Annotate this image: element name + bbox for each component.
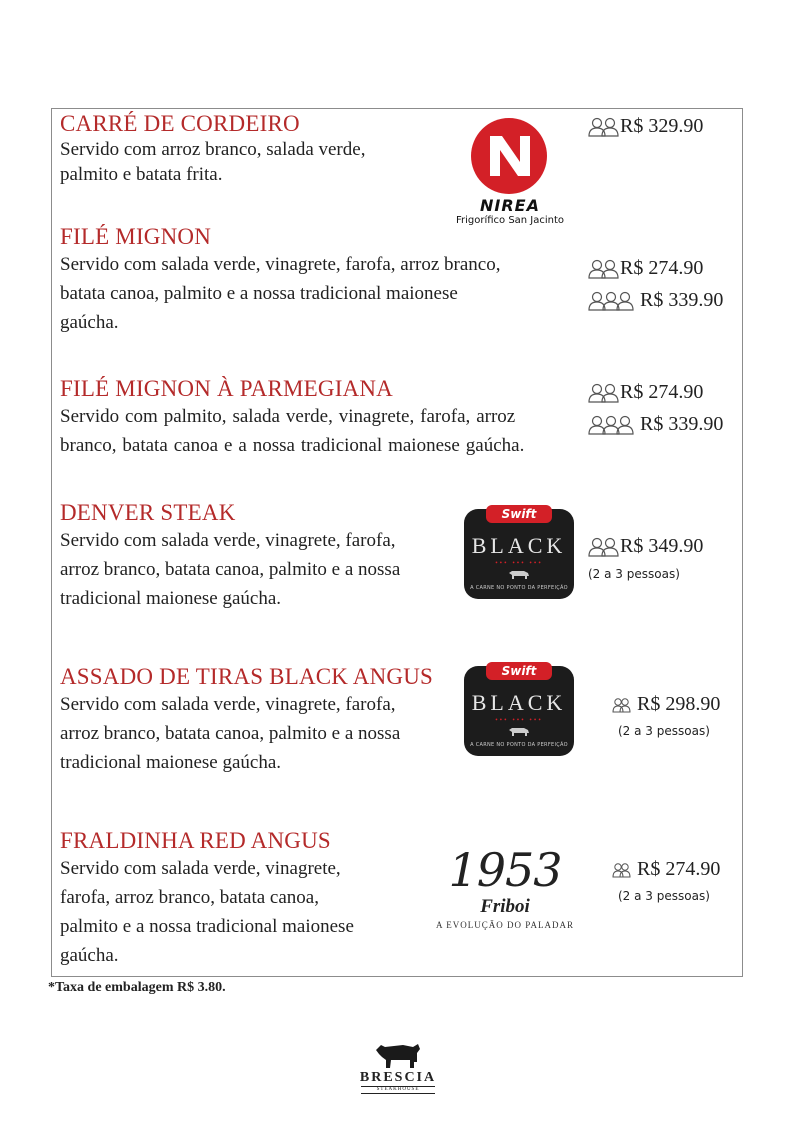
friboi-logo — [430, 844, 580, 944]
brescia-logo — [353, 1040, 443, 1094]
desc-line: Servido com salada verde, vinagrete, farofa, — [60, 694, 396, 715]
desc-line: Servido com salada verde, vinagrete, farofa, — [60, 530, 396, 551]
desc-line: arroz branco, batata canoa, palmito e a nossa — [60, 723, 401, 744]
price-value: R$ 349.90 — [620, 535, 704, 557]
item-title: DENVER STEAK — [60, 500, 236, 525]
item-title: FRALDINHA RED ANGUS — [60, 828, 331, 853]
price-value: R$ 339.90 — [640, 289, 724, 311]
packaging-fee-note: *Taxa de embalagem R$ 3.80. — [48, 980, 226, 995]
price-value: R$ 329.90 — [620, 115, 704, 137]
item-description — [60, 250, 500, 337]
desc-line: Servido com arroz branco, salada verde, — [60, 139, 366, 160]
item-title: CARRÉ DE CORDEIRO — [60, 111, 300, 136]
people-group-icon — [588, 259, 620, 279]
people-group-icon — [588, 117, 620, 137]
item-description — [60, 137, 365, 187]
brand-name: BRESCIA — [359, 1070, 437, 1085]
desc-line: Servido com palmito, salada verde, vinagrete, farofa, arroz — [60, 406, 516, 427]
price-value: R$ 339.90 — [640, 413, 724, 435]
desc-line: palmito e batata frita. — [60, 164, 223, 185]
desc-line: Servido com salada verde, vinagrete, farofa, arroz branco, — [60, 254, 501, 275]
swift-tag: Swift — [486, 662, 552, 680]
people-group-icon — [588, 415, 634, 435]
item-title: ASSADO DE TIRAS BLACK ANGUS — [60, 664, 434, 689]
item-description — [60, 402, 524, 460]
bull-icon — [508, 567, 530, 577]
swift-sub: A CARNE NO PONTO DA PERFEIÇÃO — [470, 742, 568, 748]
menu-item-assado-de-tiras — [60, 664, 433, 777]
swift-black-logo — [464, 509, 574, 599]
price-value: R$ 298.90 — [637, 693, 721, 715]
brand-sub: STEAKHOUSE — [361, 1086, 435, 1094]
desc-line: gaúcha. — [60, 312, 119, 333]
item-title: FILÉ MIGNON — [60, 224, 212, 249]
desc-line: palmito e a nossa tradicional maionese — [60, 916, 354, 937]
serving-note: (2 a 3 pessoas) — [618, 724, 710, 738]
price-value: R$ 274.90 — [620, 381, 704, 403]
price-row — [588, 535, 703, 558]
desc-line: branco, batata canoa e a nossa tradicional maionese gaúcha. — [60, 435, 525, 456]
item-title: FILÉ MIGNON À PARMEGIANA — [60, 376, 393, 401]
desc-line: Servido com salada verde, vinagrete, — [60, 858, 341, 879]
price-row — [612, 693, 720, 716]
nirea-sub: Frigorífico San Jacinto — [455, 215, 565, 226]
people-group-icon — [612, 697, 632, 713]
nirea-name: NIREA — [480, 196, 540, 215]
menu-box — [51, 108, 743, 977]
serving-note: (2 a 3 pessoas) — [588, 567, 680, 581]
people-group-icon — [588, 383, 620, 403]
swift-word: BLACK — [471, 690, 567, 715]
people-group-icon — [612, 862, 632, 878]
menu-item-file-mignon-parmegiana — [60, 376, 524, 460]
desc-line: farofa, arroz branco, batata canoa, — [60, 887, 319, 908]
menu-item-file-mignon — [60, 224, 500, 337]
swift-sub: A CARNE NO PONTO DA PERFEIÇÃO — [470, 585, 568, 591]
bull-icon — [508, 724, 530, 734]
desc-line: tradicional maionese gaúcha. — [60, 588, 282, 609]
price-row — [612, 858, 720, 881]
swift-black-logo — [464, 666, 574, 756]
friboi-sub: A EVOLUÇÃO DO PALADAR — [436, 920, 574, 930]
swift-dots: ••• ••• ••• — [495, 716, 543, 724]
price-value: R$ 274.90 — [637, 858, 721, 880]
menu-item-fraldinha-red-angus — [60, 828, 354, 970]
friboi-name: Friboi — [480, 896, 530, 917]
swift-tag: Swift — [486, 505, 552, 523]
desc-line: tradicional maionese gaúcha. — [60, 752, 282, 773]
desc-line: batata canoa, palmito e a nossa tradicional maionese — [60, 283, 458, 304]
menu-item-carre-de-cordeiro — [60, 111, 365, 187]
bull-icon — [373, 1040, 423, 1070]
price-value: R$ 274.90 — [620, 257, 704, 279]
item-description — [60, 854, 354, 970]
desc-line: gaúcha. — [60, 945, 119, 966]
swift-word: BLACK — [471, 533, 567, 558]
friboi-year: 1953 — [448, 843, 562, 897]
price-row — [588, 381, 703, 404]
people-group-icon — [588, 291, 634, 311]
people-group-icon — [588, 537, 620, 557]
price-row — [588, 289, 723, 312]
price-row — [588, 257, 703, 280]
menu-item-denver-steak — [60, 500, 400, 613]
item-description — [60, 526, 400, 613]
serving-note: (2 a 3 pessoas) — [618, 889, 710, 903]
desc-line: arroz branco, batata canoa, palmito e a nossa — [60, 559, 401, 580]
price-row — [588, 413, 723, 436]
price-row — [588, 115, 703, 138]
item-description — [60, 690, 433, 777]
swift-dots: ••• ••• ••• — [495, 559, 543, 567]
nirea-logo — [440, 114, 580, 226]
